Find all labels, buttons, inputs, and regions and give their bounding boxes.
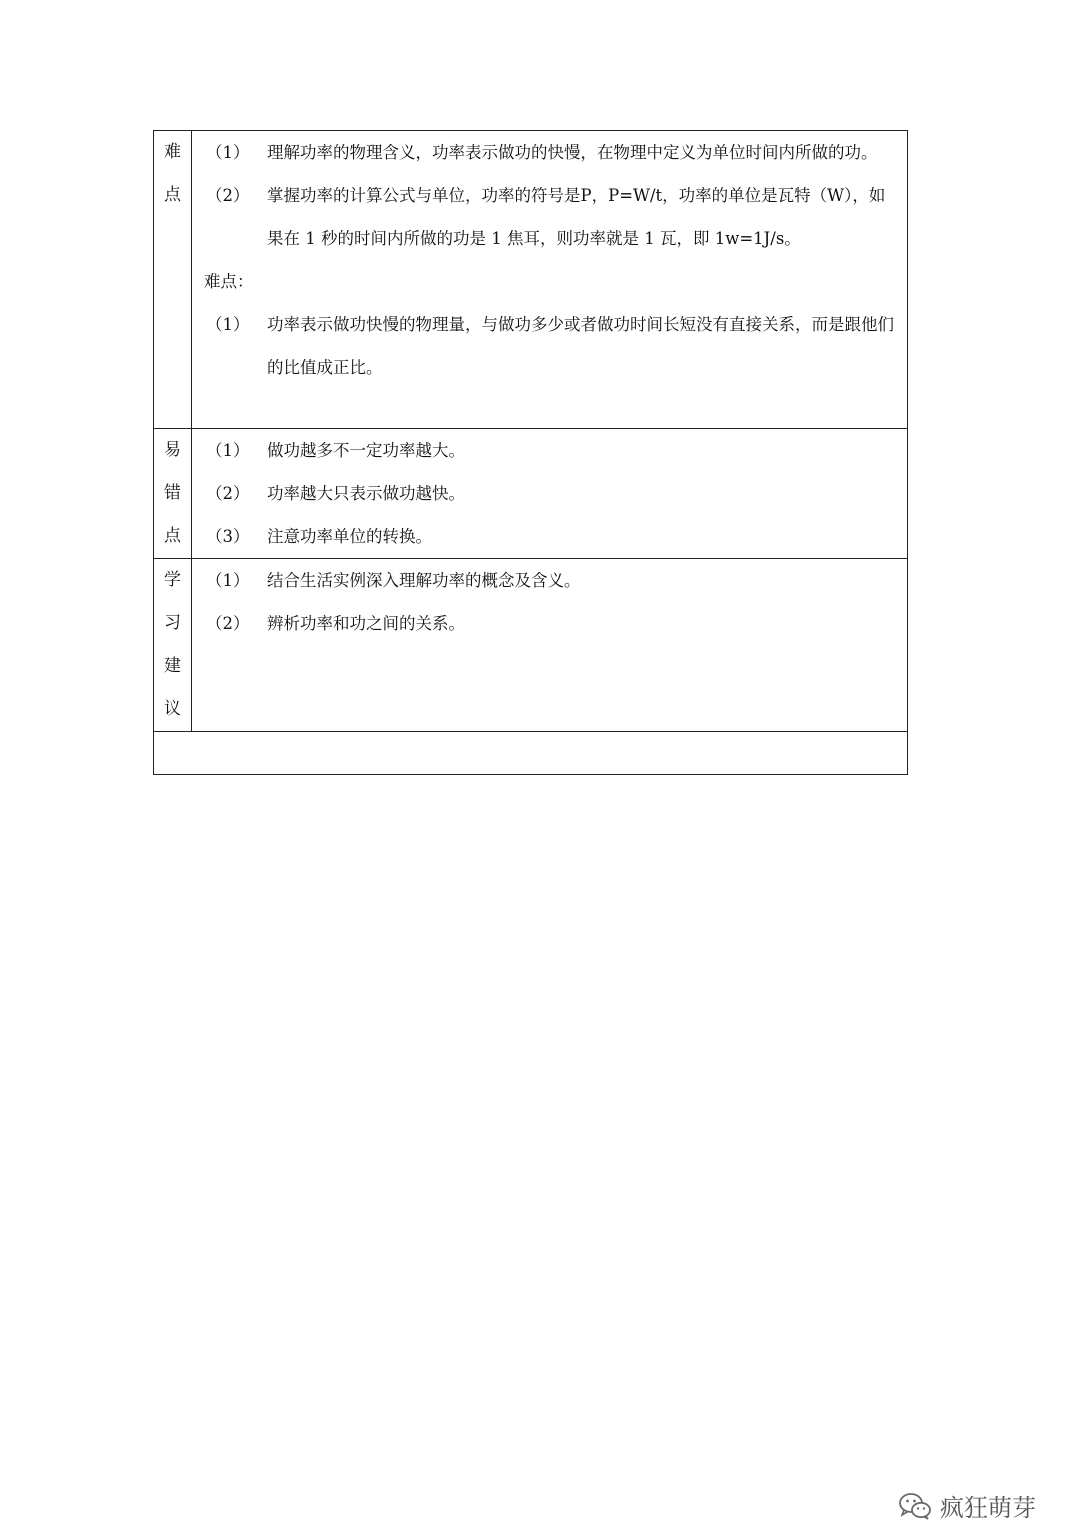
item-text: 理解功率的物理含义，功率表示做功的快慢，在物理中定义为单位时间内所做的功。 xyxy=(267,143,878,162)
item-text: 注意功率单位的转换。 xyxy=(267,527,432,546)
list-item xyxy=(192,174,907,260)
label-char: 易 xyxy=(164,440,181,460)
subheading: 难点： xyxy=(204,272,254,291)
content-table xyxy=(153,130,908,775)
wechat-icon xyxy=(898,1492,932,1520)
difficulty-content xyxy=(192,131,908,429)
item-number: （2） xyxy=(206,484,250,503)
item-number: （1） xyxy=(206,143,250,162)
list-item xyxy=(192,472,907,515)
item-number: （1） xyxy=(206,571,250,590)
difficulty-label xyxy=(154,131,192,429)
item-text: 辨析功率和功之间的关系。 xyxy=(267,614,465,633)
label-char: 学 xyxy=(164,570,181,590)
list-item xyxy=(192,303,907,389)
item-text: 结合生活实例深入理解功率的概念及含义。 xyxy=(267,571,581,590)
label-char: 习 xyxy=(164,613,181,633)
item-number: （2） xyxy=(206,186,250,205)
advice-label xyxy=(154,559,192,732)
empty-row xyxy=(154,732,908,775)
watermark xyxy=(898,1488,1036,1523)
list-item xyxy=(192,429,907,472)
label-char: 建 xyxy=(164,656,181,676)
item-number: （1） xyxy=(206,441,250,460)
watermark-text: 疯狂萌芽 xyxy=(940,1494,1036,1522)
list-item xyxy=(192,515,907,558)
errors-content xyxy=(192,429,908,559)
label-char: 错 xyxy=(164,483,181,503)
list-item xyxy=(192,131,907,174)
list-item xyxy=(192,559,907,602)
item-number: （2） xyxy=(206,614,250,633)
errors-label xyxy=(154,429,192,559)
item-number: （3） xyxy=(206,527,250,546)
advice-row xyxy=(154,559,908,732)
label-char: 点 xyxy=(164,185,181,205)
errors-row xyxy=(154,429,908,559)
difficulty-row xyxy=(154,131,908,429)
label-char: 议 xyxy=(164,699,181,719)
label-char: 点 xyxy=(164,526,181,546)
list-item xyxy=(192,602,907,645)
item-text: 掌握功率的计算公式与单位，功率的符号是P，P=W/t，功率的单位是瓦特（W），如果在 1 秒的时间内所做的功是 1 焦耳，则功率就是 1 瓦，即 1w=1J/s。 xyxy=(267,186,886,248)
item-text: 功率越大只表示做功越快。 xyxy=(267,484,465,503)
label-char: 难 xyxy=(164,142,181,162)
advice-content xyxy=(192,559,908,732)
item-number: （1） xyxy=(206,315,250,334)
empty-cell xyxy=(154,732,908,775)
item-text: 功率表示做功快慢的物理量，与做功多少或者做功时间长短没有直接关系，而是跟他们的比值成正比。 xyxy=(267,315,894,377)
item-text: 做功越多不一定功率越大。 xyxy=(267,441,465,460)
